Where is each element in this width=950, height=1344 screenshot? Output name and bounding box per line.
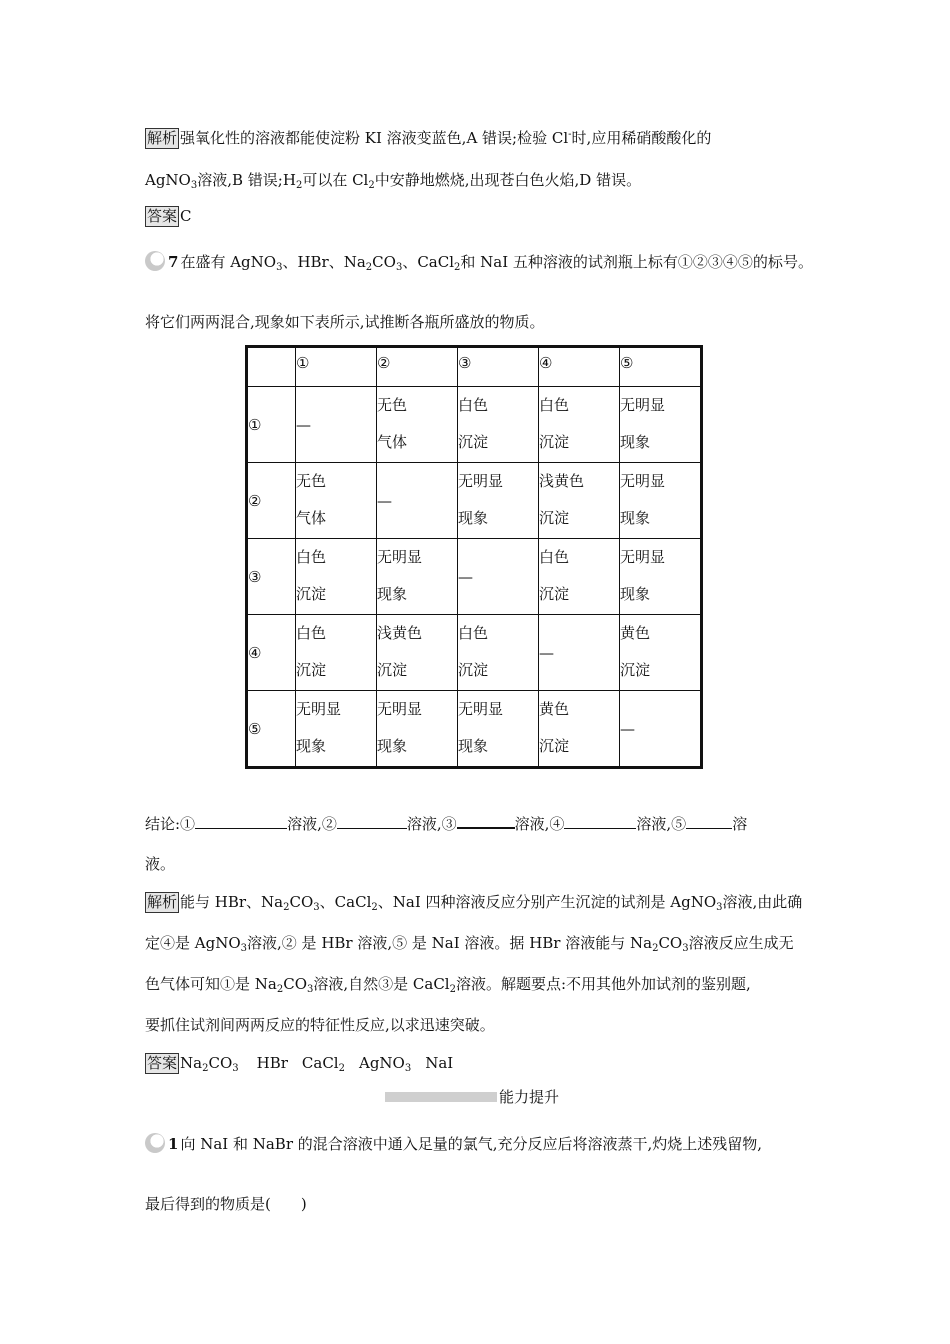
question-7-line-2: 将它们两两混合,现象如下表所示,试推断各瓶所盛放的物质。 <box>145 313 545 331</box>
answer-blank-3[interactable] <box>457 813 515 829</box>
analysis-paragraph-2-line-3: 色气体可知①是 $Na_2CO_3$溶液,自然③是 CaCl$_2$溶液。解题要点:不用其他外加试剂的鉴别题, <box>145 975 751 995</box>
table-cell <box>458 691 539 768</box>
table-cell <box>620 387 702 463</box>
table-cell-text: 无明显 <box>620 548 666 566</box>
table-cell-text: 现象 <box>620 585 651 603</box>
analysis-paragraph-2-line-2: 定④是 AgNO$_3$溶液,② 是 HBr 溶液,⑤ 是 NaI 溶液。据 HBr 溶液能与 $Na_2CO_3$溶液反应生成无 <box>145 934 794 954</box>
table-cell-text: 白色 <box>458 624 489 642</box>
table-cell-text: 气体 <box>377 433 408 451</box>
row-label: ③ <box>247 539 296 615</box>
table-cell <box>539 691 620 768</box>
answer-blank-2[interactable] <box>337 814 407 829</box>
table-header-cell: ③ <box>458 347 539 387</box>
row-label: ② <box>247 463 296 539</box>
table-cell-text: 无色 <box>377 396 408 414</box>
table-cell-text: 沉淀 <box>296 585 327 603</box>
table-cell-text: 沉淀 <box>458 433 489 451</box>
table-cell <box>458 463 539 539</box>
table-cell-text: 白色 <box>458 396 489 414</box>
table-cell <box>539 615 620 691</box>
table-cell-text: 现象 <box>296 737 327 755</box>
table-cell-text: 无明显 <box>377 700 423 718</box>
analysis-paragraph-2-line-4: 要抓住试剂间两两反应的特征性反应,以求迅速突破。 <box>145 1016 495 1034</box>
table-cell-text: — <box>620 719 635 738</box>
table-cell-text: 白色 <box>296 548 327 566</box>
table-cell-text: 沉淀 <box>539 737 570 755</box>
table-cell-text: 无明显 <box>458 700 504 718</box>
row-label: ④ <box>247 615 296 691</box>
question-7: 7 在盛有 AgNO$_3$、HBr、$Na_2CO_3$、CaCl$_2$和 NaI 五种溶液的试剂瓶上标有①②③④⑤的标号。 <box>145 251 813 273</box>
table-header-cell: ① <box>296 347 377 387</box>
table-cell-text: 现象 <box>620 433 651 451</box>
table-cell-text: 白色 <box>539 548 570 566</box>
section-title: 能力提升 <box>499 1088 560 1106</box>
table-cell-text: 无明显 <box>620 396 666 414</box>
table-row <box>247 387 702 463</box>
table-cell <box>296 387 377 463</box>
table-row <box>247 539 702 615</box>
analysis-paragraph-2: 解析 能与 HBr、$Na_2CO_3$、CaCl$_2$、NaI 四种溶液反应分别产生沉淀的试剂是 AgNO$_3$溶液,由此确 <box>147 893 803 913</box>
question-marker-icon <box>145 251 165 271</box>
table-cell <box>620 691 702 768</box>
table-row <box>247 463 702 539</box>
table-cell-text: 浅黄色 <box>539 472 585 490</box>
table-cell-text: 沉淀 <box>458 661 489 679</box>
table-row <box>247 691 702 768</box>
row-label: ⑤ <box>247 691 296 768</box>
answer-tag: 答案 <box>147 1054 178 1072</box>
answer-1: 答案 C <box>147 207 192 225</box>
table-cell <box>296 615 377 691</box>
table-cell-text: 现象 <box>458 737 489 755</box>
table-corner-cell <box>247 347 296 387</box>
table-cell-text: 无明显 <box>377 548 423 566</box>
question-1-line-2: 最后得到的物质是( ) <box>145 1195 307 1213</box>
table-cell <box>539 463 620 539</box>
table-cell-text: 黄色 <box>620 624 651 642</box>
answer-7: 答案 $Na_2CO_3$ HBr CaCl$_2$ AgNO$_3$ NaI <box>147 1054 454 1074</box>
table-cell <box>620 539 702 615</box>
analysis-tag: 解析 <box>147 893 178 911</box>
table-cell-text: 现象 <box>620 509 651 527</box>
table-header-cell: ② <box>377 347 458 387</box>
analysis-paragraph-1-line-2: AgNO$_3$溶液,B 错误$;H_2$可以在 $Cl_2$中安静地燃烧,出现苍白色火焰,D 错误。 <box>145 171 642 191</box>
table-cell <box>539 387 620 463</box>
row-label: ① <box>247 387 296 463</box>
table-cell-text: 无明显 <box>620 472 666 490</box>
table-cell <box>377 539 458 615</box>
table-cell <box>620 463 702 539</box>
answer-blank-4[interactable] <box>564 814 636 829</box>
table-cell-text: — <box>539 643 554 662</box>
table-cell-text: 沉淀 <box>539 509 570 527</box>
table-cell <box>539 539 620 615</box>
table-row <box>247 615 702 691</box>
table-cell-text: 现象 <box>458 509 489 527</box>
table-cell <box>458 387 539 463</box>
table-cell-text: 无明显 <box>296 700 342 718</box>
analysis-tag: 解析 <box>147 129 178 147</box>
section-bar <box>385 1092 497 1102</box>
table-cell <box>296 691 377 768</box>
question-1: 1 向 NaI 和 NaBr 的混合溶液中通入足量的氯气,充分反应后将溶液蒸干,灼烧上述残留物, <box>145 1133 762 1155</box>
table-cell <box>296 463 377 539</box>
table-cell <box>377 691 458 768</box>
table-cell <box>458 615 539 691</box>
table-cell-text: 白色 <box>539 396 570 414</box>
table-cell-text: 沉淀 <box>377 661 408 679</box>
table-cell-text: — <box>458 567 473 586</box>
table-cell-text: 沉淀 <box>539 585 570 603</box>
table-cell-text: 白色 <box>296 624 327 642</box>
answer-blank-5[interactable] <box>686 814 732 829</box>
table-cell <box>296 539 377 615</box>
table-header-cell: ④ <box>539 347 620 387</box>
analysis-paragraph-1: 解析 强氧化性的溶液都能使淀粉 KI 溶液变蓝色,A 错误;检验 Cl-时,应用稀硝酸酸化的 <box>147 129 712 147</box>
table-cell-text: 浅黄色 <box>377 624 423 642</box>
table-cell-text: 无色 <box>296 472 327 490</box>
table-cell-text: — <box>296 415 311 434</box>
table-cell-text: — <box>377 491 392 510</box>
conclusion-line-2: 液。 <box>145 855 176 873</box>
table-header-cell: ⑤ <box>620 347 702 387</box>
table-cell-text: 黄色 <box>539 700 570 718</box>
reaction-table <box>245 345 703 769</box>
conclusion-line: 结论:① 溶液,② 溶液,③ 溶液,④ 溶液,⑤ 溶 <box>145 815 748 833</box>
question-marker-icon <box>145 1133 165 1153</box>
table-header-row <box>247 347 702 387</box>
table-cell-text: 现象 <box>377 585 408 603</box>
table-cell <box>377 463 458 539</box>
table-cell-text: 气体 <box>296 509 327 527</box>
answer-blank-1[interactable] <box>195 814 287 829</box>
table-cell <box>620 615 702 691</box>
table-cell <box>377 387 458 463</box>
table-cell-text: 沉淀 <box>296 661 327 679</box>
table-cell-text: 沉淀 <box>620 661 651 679</box>
table-cell-text: 沉淀 <box>539 433 570 451</box>
table-cell <box>458 539 539 615</box>
table-cell-text: 无明显 <box>458 472 504 490</box>
answer-tag: 答案 <box>147 207 178 225</box>
table-cell <box>377 615 458 691</box>
table-cell-text: 现象 <box>377 737 408 755</box>
